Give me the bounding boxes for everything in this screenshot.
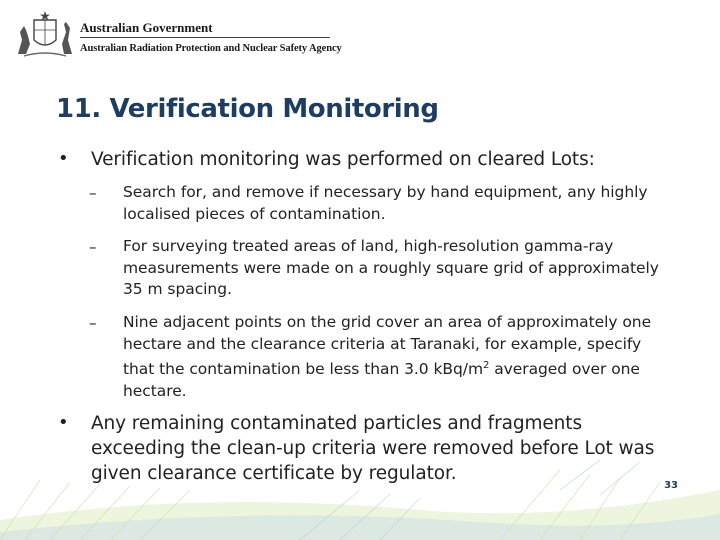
- agency-name: Australian Radiation Protection and Nuclear Safety Agency: [80, 43, 342, 54]
- subitem-marker: –: [89, 238, 97, 256]
- subitem-text-part: averaged over one hectare.: [123, 360, 640, 400]
- subitem-text: [123, 312, 663, 402]
- superscript: 2: [483, 360, 490, 371]
- bullet-text: Any remaining contaminated particles and fragments exceeding the clean-up criteria were removed before Lot was given clearance certificate by regulator.: [91, 413, 655, 484]
- bullet-marker: •: [58, 412, 69, 433]
- government-name: Australian Government: [80, 20, 213, 35]
- slide-title: 11. Verification Monitoring: [56, 94, 439, 124]
- header-divider: [80, 37, 330, 38]
- coat-of-arms-icon: [14, 10, 76, 58]
- decorative-background: [0, 450, 720, 540]
- subitem-text: Search for, and remove if necessary by hand equipment, any highly localised pieces of contamination.: [123, 183, 648, 223]
- bullet-marker: •: [58, 148, 69, 169]
- subitem-marker: –: [89, 184, 97, 202]
- bullet-text: Verification monitoring was performed on cleared Lots:: [91, 149, 595, 170]
- subitem-text-part: Nine adjacent points on the grid cover an area of approximately one hectare and the clearance criteria at Taranaki, for example, specify that the contamination be less than 3.0 kBq/m: [123, 313, 652, 379]
- page-number: 33: [664, 480, 678, 491]
- subitem-text: For surveying treated areas of land, high-resolution gamma-ray measurements were made on a roughly square grid of approximately 35 m spacing.: [123, 237, 659, 298]
- subitem-marker: –: [89, 314, 97, 332]
